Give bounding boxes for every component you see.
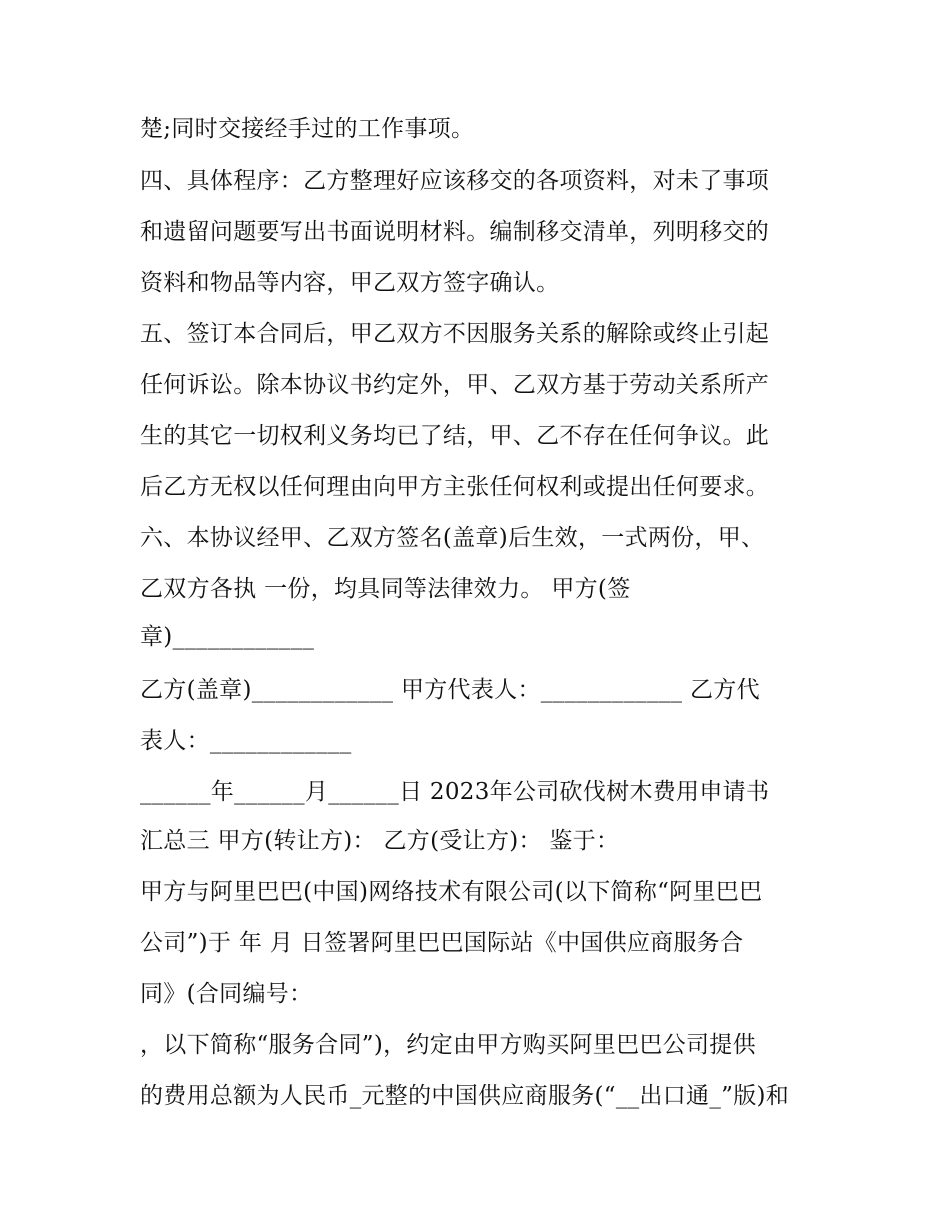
- text-line: 生的其它一切权利义务均已了结，甲、乙不存在任何争议。此: [140, 423, 770, 449]
- text-line: 楚;同时交接经手过的工作事项。: [140, 116, 475, 142]
- text-line: 乙双方各执 一份，均具同等法律效力。 甲方(签: [140, 576, 631, 602]
- text-line: 乙方(盖章)____________ 甲方代表人：____________ 乙方代: [140, 677, 760, 703]
- text-line: 表人：____________: [140, 728, 352, 754]
- text-line: 四、具体程序：乙方整理好应该移交的各项资料，对未了事项: [140, 168, 770, 194]
- text-line: 任何诉讼。除本协议书约定外，甲、乙双方基于劳动关系所产: [140, 372, 770, 398]
- text-line: 六、本协议经甲、乙双方签名(盖章)后生效，一式两份，甲、: [140, 525, 765, 551]
- text-line: 的费用总额为人民币_元整的中国供应商服务(“__出口通_”版)和: [140, 1083, 790, 1109]
- text-line: 公司”)于 年 月 日签署阿里巴巴国际站《中国供应商服务合: [140, 930, 744, 956]
- text-line: 汇总三 甲方(转让方)： 乙方(受让方)： 鉴于：: [140, 828, 620, 854]
- text-line: 后乙方无权以任何理由向甲方主张任何权利或提出任何要求。: [140, 474, 770, 500]
- text-line: 和遗留问题要写出书面说明材料。编制移交清单，列明移交的: [140, 219, 770, 245]
- text-line: 章)____________: [140, 624, 315, 650]
- text-line: 甲方与阿里巴巴(中国)网络技术有限公司(以下简称“阿里巴巴: [140, 879, 763, 905]
- text-line: 同》(合同编号：: [140, 981, 313, 1007]
- text-line: ______年______月______日 2023年公司砍伐树木费用申请书: [140, 779, 770, 805]
- text-line: 资料和物品等内容，甲乙双方签字确认。: [140, 270, 560, 296]
- text-line: 五、签订本合同后，甲乙双方不因服务关系的解除或终止引起: [140, 321, 770, 347]
- text-line: ，以下简称“服务合同”)，约定由甲方购买阿里巴巴公司提供: [140, 1032, 756, 1058]
